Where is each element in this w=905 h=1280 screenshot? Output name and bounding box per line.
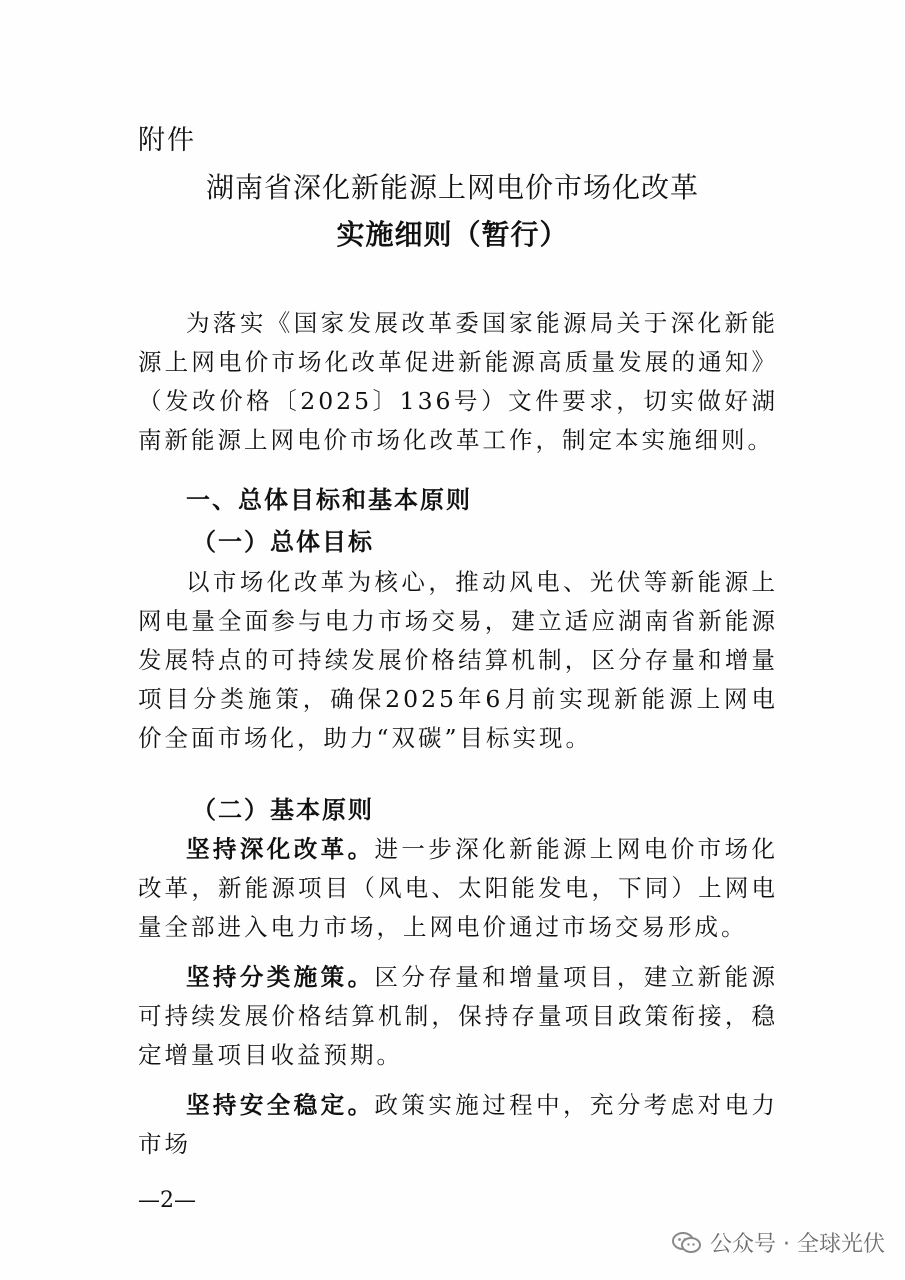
principle-safety-paragraph xyxy=(138,1086,778,1164)
attachment-label: 附件 xyxy=(138,125,196,156)
intro-paragraph: 为落实《国家发展改革委国家能源局关于深化新能源上网电价市场化改革促进新能源高质量发展的通知》（发改价格〔2025〕136号）文件要求，切实做好湖南新能源上网电价市场化改革工作，制定本实施细则。 xyxy=(138,309,778,454)
principle-reform-paragraph xyxy=(138,830,778,947)
principle-heading: （二）基本原则 xyxy=(192,795,374,824)
watermark xyxy=(672,1227,885,1258)
principle-classify-paragraph xyxy=(138,958,778,1075)
principle-safety-lead: 坚持安全稳定。 xyxy=(186,1091,375,1119)
watermark-text: 公众号 · 全球光伏 xyxy=(710,1232,885,1257)
principle-safety-text: 政策实施过程中，充分考虑对电力市场 xyxy=(138,1091,778,1158)
section-heading: 一、总体目标和基本原则 xyxy=(186,485,472,514)
page-number: —2— xyxy=(138,1188,196,1213)
document-title-line1: 湖南省深化新能源上网电价市场化改革 xyxy=(205,171,699,204)
principle-classify-text: 区分存量和增量项目，建立新能源可持续发展价格结算机制，保持存量项目政策衔接，稳定增量项目收益预期。 xyxy=(138,963,778,1069)
wechat-icon xyxy=(672,1231,702,1255)
principle-reform-lead: 坚持深化改革。 xyxy=(186,835,375,863)
principle-reform-text: 进一步深化新能源上网电价市场化改革，新能源项目（风电、太阳能发电，下同）上网电量全部进入电力市场，上网电价通过市场交易形成。 xyxy=(138,835,778,941)
goal-paragraph: 以市场化改革为核心，推动风电、光伏等新能源上网电量全面参与电力市场交易，建立适应湖南省新能源发展特点的可持续发展价格结算机制，区分存量和增量项目分类施策，确保2025年6月前实现新能源上网电价全面市场化，助力“双碳”目标实现。 xyxy=(138,568,778,752)
goal-heading: （一）总体目标 xyxy=(192,527,374,556)
principle-classify-lead: 坚持分类施策。 xyxy=(186,963,375,991)
document-title-line2: 实施细则（暂行） xyxy=(336,218,569,251)
